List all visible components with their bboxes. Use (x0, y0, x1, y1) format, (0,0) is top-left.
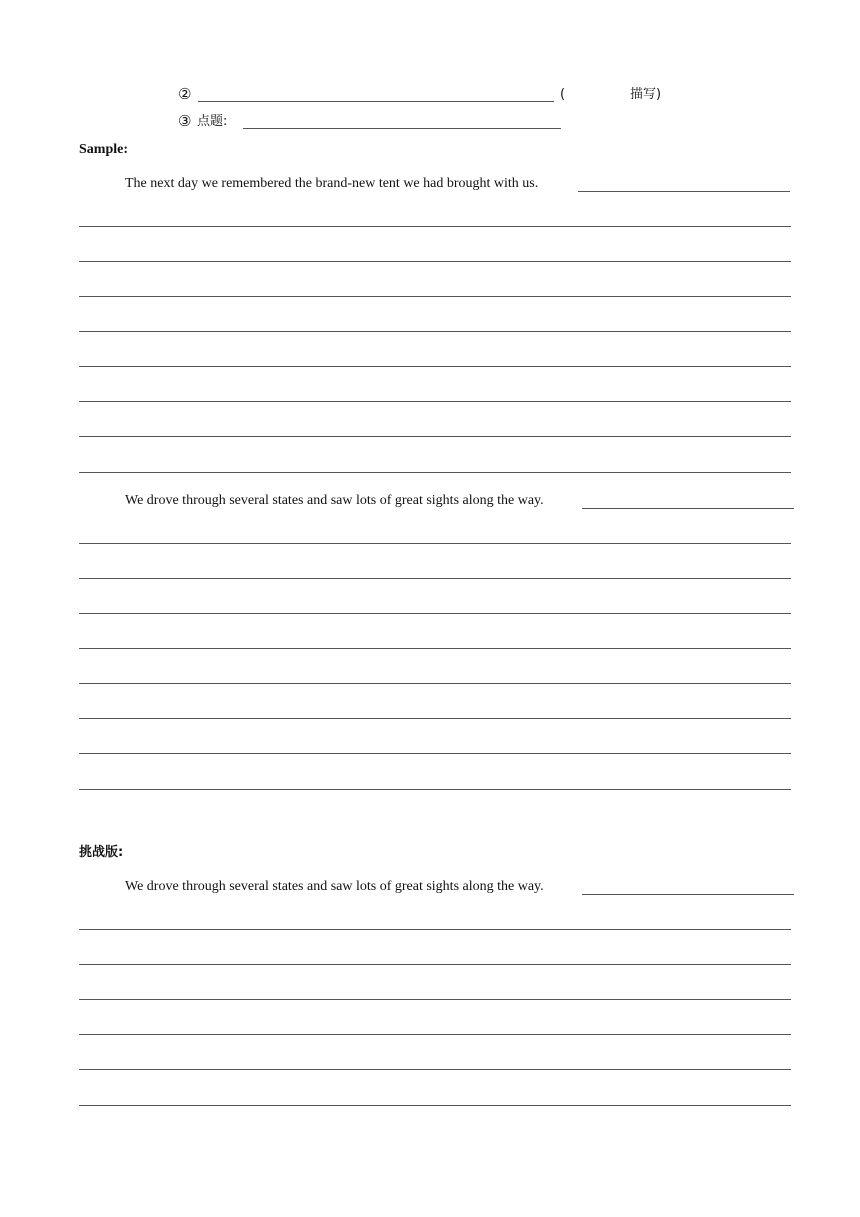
writing-line[interactable] (79, 613, 791, 614)
writing-line[interactable] (79, 1105, 791, 1106)
sample-heading: Sample: (79, 142, 128, 157)
item2-paren-open: ( (560, 87, 566, 102)
item3-label: 点题: (197, 114, 228, 129)
item3-blank[interactable] (243, 128, 561, 129)
writing-line[interactable] (79, 683, 791, 684)
sample-para1-start: The next day we remembered the brand-new tent we had brought with us. (125, 176, 539, 191)
writing-line[interactable] (79, 261, 791, 262)
writing-line[interactable] (79, 331, 791, 332)
writing-line[interactable] (79, 753, 791, 754)
sample-para1-blank-first[interactable] (578, 191, 790, 192)
writing-line[interactable] (79, 543, 791, 544)
writing-line[interactable] (79, 999, 791, 1000)
writing-line[interactable] (79, 296, 791, 297)
item2-paren-label: 描写) (630, 87, 662, 102)
challenge-para-blank-first[interactable] (582, 894, 794, 895)
writing-line[interactable] (79, 648, 791, 649)
writing-line[interactable] (79, 472, 791, 473)
item3-marker: ③ (178, 112, 192, 130)
writing-line[interactable] (79, 366, 791, 367)
writing-line[interactable] (79, 226, 791, 227)
sample-para2-start: We drove through several states and saw lots of great sights along the way. (125, 493, 544, 508)
writing-line[interactable] (79, 789, 791, 790)
writing-line[interactable] (79, 1069, 791, 1070)
challenge-heading: 挑战版: (79, 845, 124, 860)
challenge-para-start: We drove through several states and saw lots of great sights along the way. (125, 879, 544, 894)
writing-line[interactable] (79, 1034, 791, 1035)
writing-line[interactable] (79, 578, 791, 579)
writing-line[interactable] (79, 436, 791, 437)
writing-line[interactable] (79, 929, 791, 930)
item2-marker: ② (178, 85, 192, 103)
writing-line[interactable] (79, 401, 791, 402)
sample-para2-blank-first[interactable] (582, 508, 794, 509)
writing-line[interactable] (79, 718, 791, 719)
writing-line[interactable] (79, 964, 791, 965)
item2-blank[interactable] (198, 101, 554, 102)
